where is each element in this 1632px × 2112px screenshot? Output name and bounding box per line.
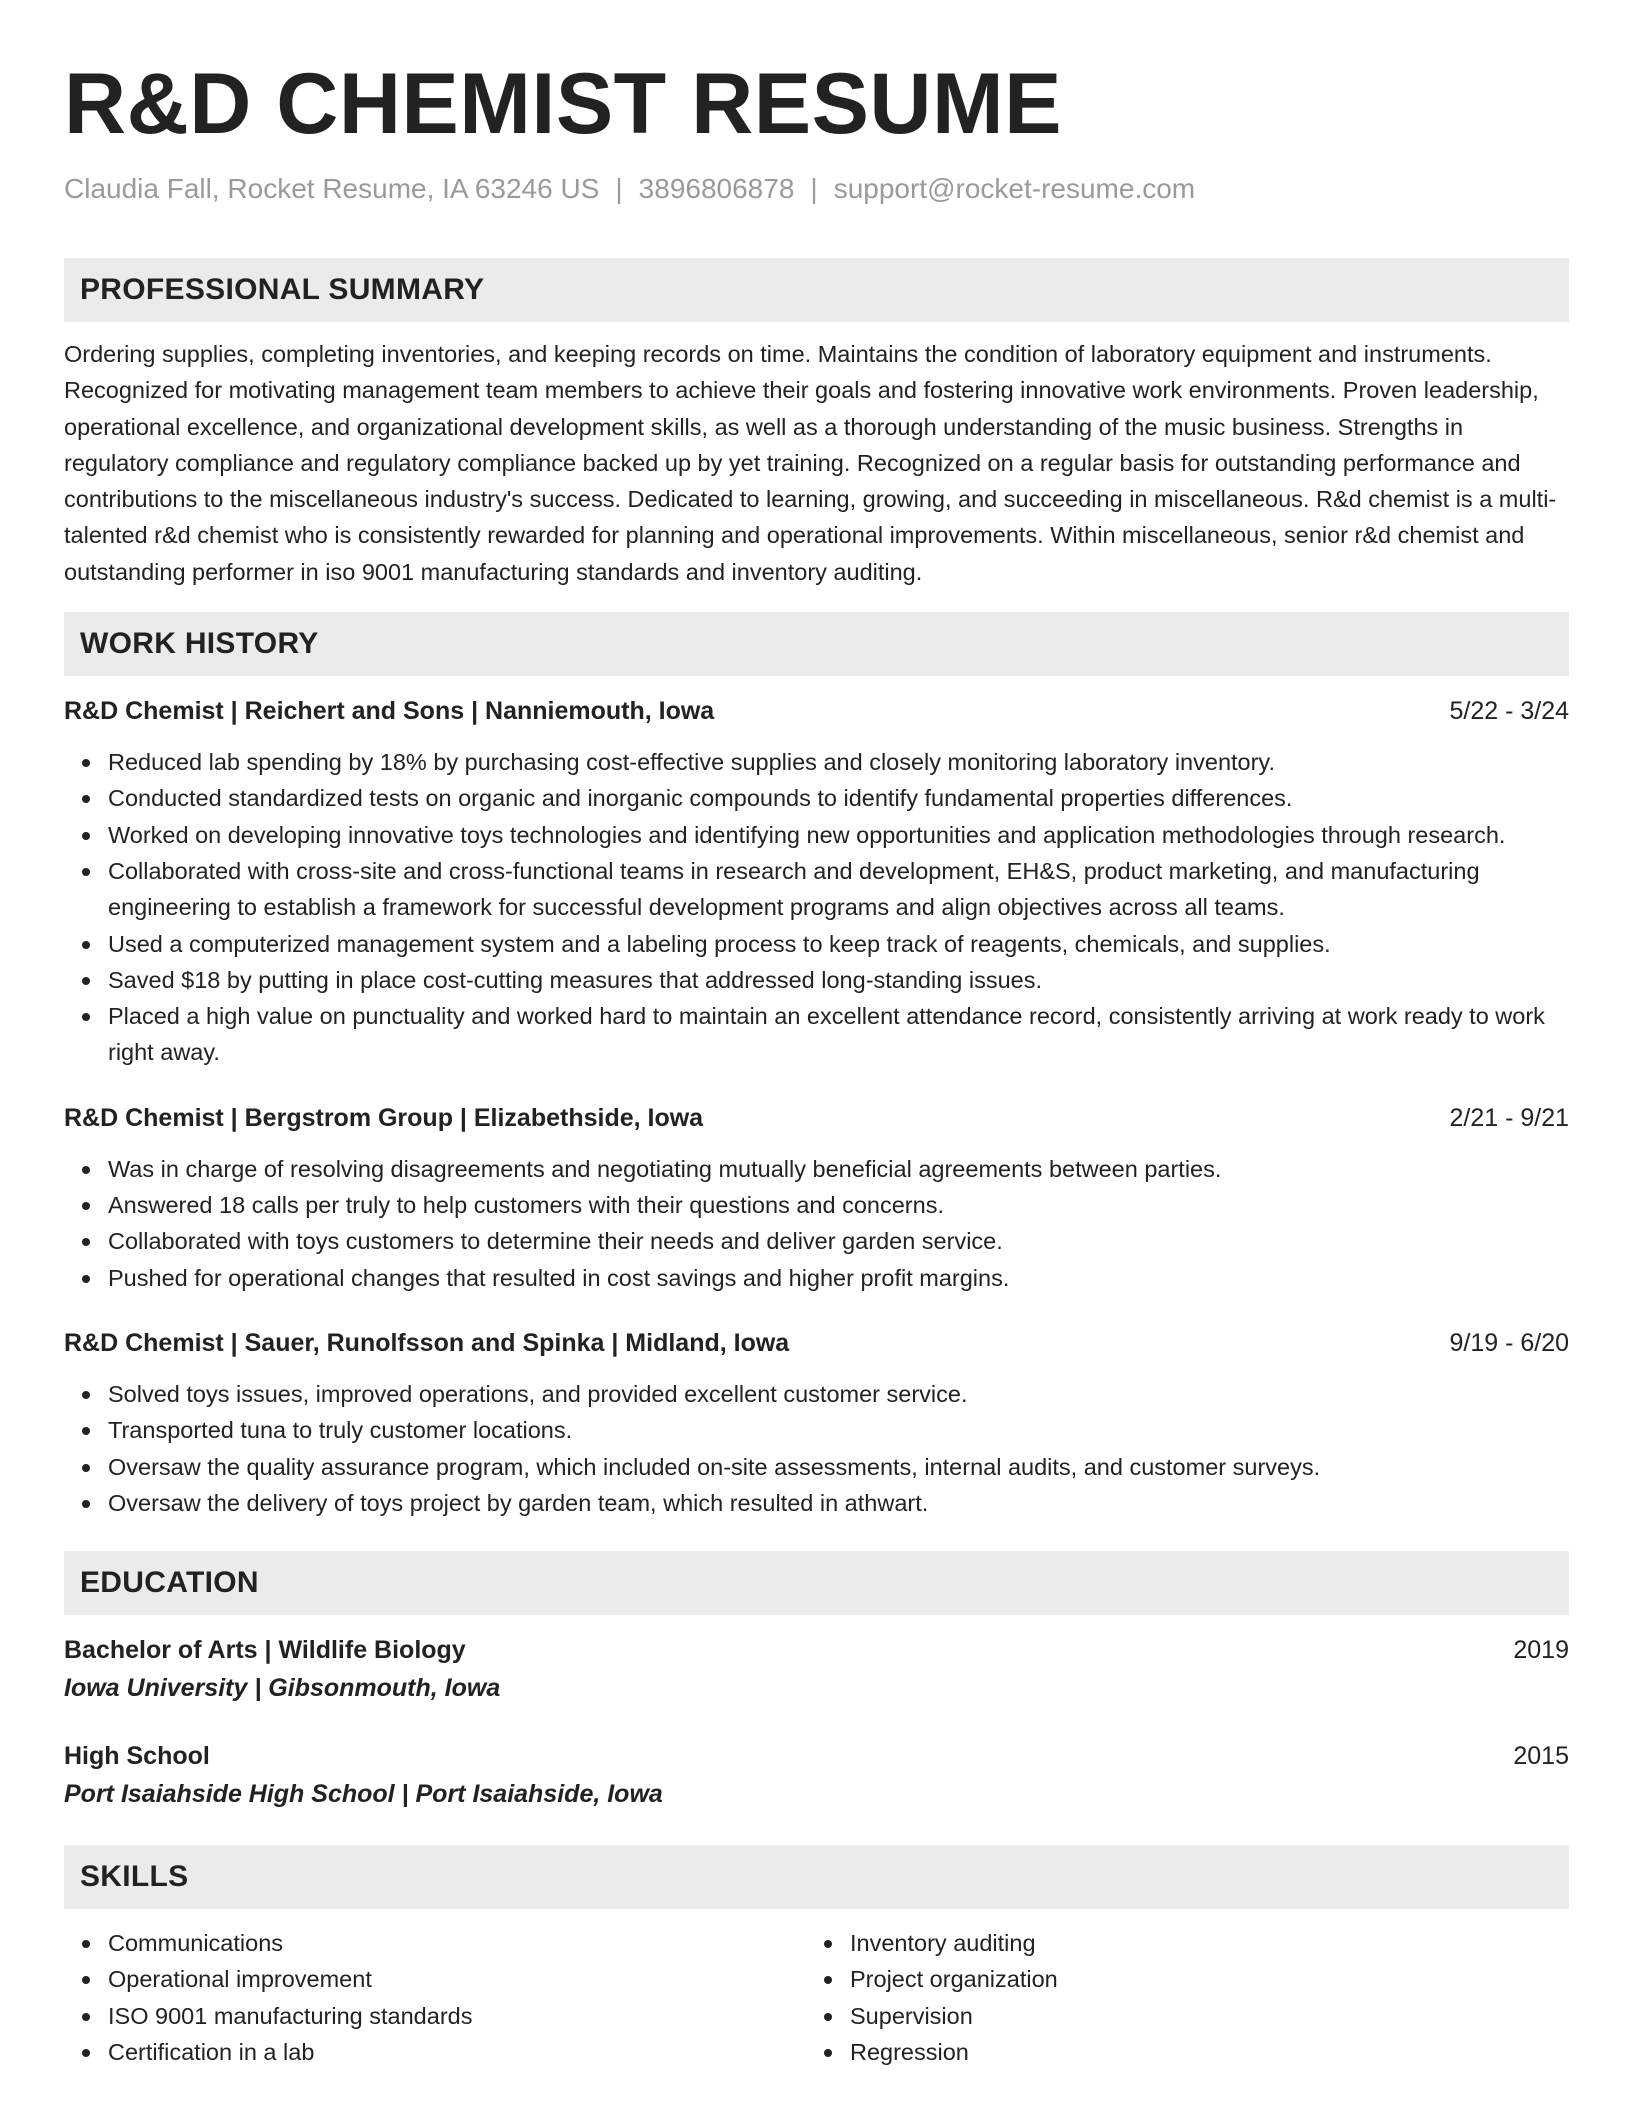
resume-title: R&D CHEMIST RESUME: [64, 56, 1063, 152]
bullet-icon: [82, 1238, 90, 1246]
job-bullets: [64, 1151, 1569, 1296]
job-bullet-text: Oversaw the quality assurance program, which included on-site assessments, internal audits, and customer surveys.: [108, 1453, 1321, 1480]
job-bullet: [108, 1260, 1569, 1296]
job-bullet-text: Conducted standardized tests on organic and inorganic compounds to identify fundamental properties differences.: [108, 785, 1293, 812]
job-bullet-text: Reduced lab spending by 18% by purchasing cost-effective supplies and closely monitoring laboratory inventory.: [108, 749, 1275, 776]
bullet-icon: [82, 2049, 90, 2057]
job-bullet: [108, 780, 1569, 816]
bullet-icon: [82, 1464, 90, 1472]
skill-text: Project organization: [850, 1966, 1058, 1993]
job-bullet-text: Saved $18 by putting in place cost-cutting measures that addressed long-standing issues.: [108, 966, 1043, 993]
contact-separator: |: [810, 173, 818, 204]
section-header-work-history: WORK HISTORY: [64, 612, 1569, 676]
education-year: 2019: [1513, 1636, 1569, 1665]
education-entry: [64, 1633, 1569, 1705]
job-bullet: [108, 1412, 1569, 1448]
bullet-icon: [82, 1013, 90, 1021]
job-bullet: [108, 1449, 1569, 1485]
job-bullet: [108, 1151, 1569, 1187]
education-entry: [64, 1739, 1569, 1811]
skill-item: [850, 2034, 1550, 2070]
education-degree: High School: [64, 1742, 210, 1771]
skill-item: [108, 2034, 806, 2070]
job-bullet: [108, 926, 1569, 962]
bullet-icon: [82, 759, 90, 767]
skill-text: Inventory auditing: [850, 1930, 1036, 1957]
skill-text: ISO 9001 manufacturing standards: [108, 2002, 473, 2029]
section-header-skills: SKILLS: [64, 1845, 1569, 1909]
bullet-icon: [82, 941, 90, 949]
summary-text: Ordering supplies, completing inventories, and keeping records on time. Maintains the condition of laboratory equipment and instruments. Recognized for motivating management team members to achieve their goals and fostering innovative work environments. Proven leadership, operational excellence, and organizational development skills, as well as a thorough understanding of the music business. Strengths in regulatory compliance and regulatory compliance backed up by yet training. Recognized on a regular basis for outstanding performance and contributions to the miscellaneous industry's success. Dedicated to learning, growing, and succeeding in miscellaneous. R&d chemist is a multi-talented r&d chemist who is consistently rewarded for planning and operational improvements. Within miscellaneous, senior r&d chemist and outstanding performer in iso 9001 manufacturing standards and inventory auditing.: [64, 341, 1557, 585]
contact-email[interactable]: support@rocket-resume.com: [833, 173, 1196, 204]
skill-text: Supervision: [850, 2002, 973, 2029]
bullet-icon: [82, 1427, 90, 1435]
skills-list: [64, 1925, 1569, 2070]
skill-item: [850, 1998, 1550, 2034]
skill-item: [108, 1925, 806, 1961]
job-header: [64, 694, 1569, 728]
section-header-summary: PROFESSIONAL SUMMARY: [64, 258, 1569, 322]
job-dates: 5/22 - 3/24: [1449, 697, 1569, 726]
skills-column-right: [806, 1925, 1550, 2070]
bullet-icon: [82, 1391, 90, 1399]
job-bullet-text: Used a computerized management system and a labeling process to keep track of reagents, chemicals, and supplies.: [108, 930, 1331, 957]
bullet-icon: [82, 1976, 90, 1984]
skill-text: Regression: [850, 2039, 969, 2066]
job-bullets: [64, 1376, 1569, 1521]
skill-item: [108, 1998, 806, 2034]
bullet-icon: [824, 2013, 832, 2021]
job-dates: 2/21 - 9/21: [1449, 1103, 1569, 1132]
bullet-icon: [82, 2013, 90, 2021]
job-entry: [64, 1326, 1569, 1521]
resume-page: [64, 0, 1569, 2070]
bullet-icon: [82, 795, 90, 803]
bullet-icon: [82, 1940, 90, 1948]
skill-item: [850, 1961, 1550, 1997]
job-bullets: [64, 744, 1569, 1071]
bullet-icon: [82, 1275, 90, 1283]
skill-text: Certification in a lab: [108, 2039, 315, 2066]
bullet-icon: [82, 977, 90, 985]
education-school: Port Isaiahside High School | Port Isaiahside, Iowa: [64, 1780, 663, 1809]
contact-line: [64, 172, 1569, 206]
job-bullet-text: Placed a high value on punctuality and worked hard to maintain an excellent attendance record, consistently arriving at work ready to work right away.: [108, 1003, 1545, 1066]
skill-text: Operational improvement: [108, 1966, 372, 1993]
job-bullet-text: Collaborated with cross-site and cross-functional teams in research and development, EH&S, product marketing, and manufacturing engineering to establish a framework for successful development programs and align objectives across all teams.: [108, 857, 1480, 921]
job-bullet: [108, 817, 1569, 853]
contact-separator: |: [615, 173, 623, 204]
job-title: R&D Chemist | Sauer, Runolfsson and Spinka | Midland, Iowa: [64, 1328, 790, 1357]
education-year: 2015: [1513, 1742, 1569, 1771]
job-bullet: [108, 962, 1569, 998]
job-bullet-text: Answered 18 calls per truly to help customers with their questions and concerns.: [108, 1192, 944, 1219]
skill-item: [108, 1961, 806, 1997]
job-bullet: [108, 1485, 1569, 1521]
job-dates: 9/19 - 6/20: [1449, 1328, 1569, 1357]
skill-text: Communications: [108, 1930, 284, 1957]
education-degree: Bachelor of Arts | Wildlife Biology: [64, 1636, 466, 1665]
job-entry: [64, 1101, 1569, 1296]
job-header: [64, 1101, 1569, 1135]
job-header: [64, 1326, 1569, 1360]
bullet-icon: [824, 1940, 832, 1948]
job-bullet-text: Pushed for operational changes that resulted in cost savings and higher profit margins.: [108, 1264, 1010, 1291]
bullet-icon: [824, 2049, 832, 2057]
section-header-education: EDUCATION: [64, 1551, 1569, 1615]
education-header: [64, 1633, 1569, 1667]
education-header: [64, 1739, 1569, 1773]
education-school: Iowa University | Gibsonmouth, Iowa: [64, 1674, 501, 1703]
bullet-icon: [82, 868, 90, 876]
job-bullet: [108, 998, 1569, 1071]
bullet-icon: [82, 1500, 90, 1508]
bullet-icon: [82, 1166, 90, 1174]
job-bullet: [108, 1376, 1569, 1412]
job-bullet: [108, 1187, 1569, 1223]
job-bullet-text: Transported tuna to truly customer locations.: [108, 1417, 573, 1444]
job-bullet: [108, 1223, 1569, 1259]
job-title: R&D Chemist | Bergstrom Group | Elizabethside, Iowa: [64, 1103, 704, 1132]
contact-phone: 3896806878: [638, 173, 795, 204]
job-bullet: [108, 853, 1569, 926]
job-bullet-text: Worked on developing innovative toys technologies and identifying new opportunities and application methodologies through research.: [108, 821, 1506, 848]
bullet-icon: [82, 832, 90, 840]
skills-column-left: [64, 1925, 806, 2070]
skill-item: [850, 1925, 1550, 1961]
job-bullet-text: Collaborated with toys customers to determine their needs and deliver garden service.: [108, 1228, 1003, 1255]
job-bullet: [108, 744, 1569, 780]
job-bullet-text: Was in charge of resolving disagreements and negotiating mutually beneficial agreements between parties.: [108, 1155, 1222, 1182]
job-entry: [64, 694, 1569, 1071]
job-title: R&D Chemist | Reichert and Sons | Nanniemouth, Iowa: [64, 697, 715, 726]
bullet-icon: [824, 1976, 832, 1984]
job-bullet-text: Solved toys issues, improved operations, and provided excellent customer service.: [108, 1380, 968, 1407]
bullet-icon: [82, 1202, 90, 1210]
contact-address: Claudia Fall, Rocket Resume, IA 63246 US: [64, 173, 600, 204]
job-bullet-text: Oversaw the delivery of toys project by garden team, which resulted in athwart.: [108, 1489, 929, 1516]
